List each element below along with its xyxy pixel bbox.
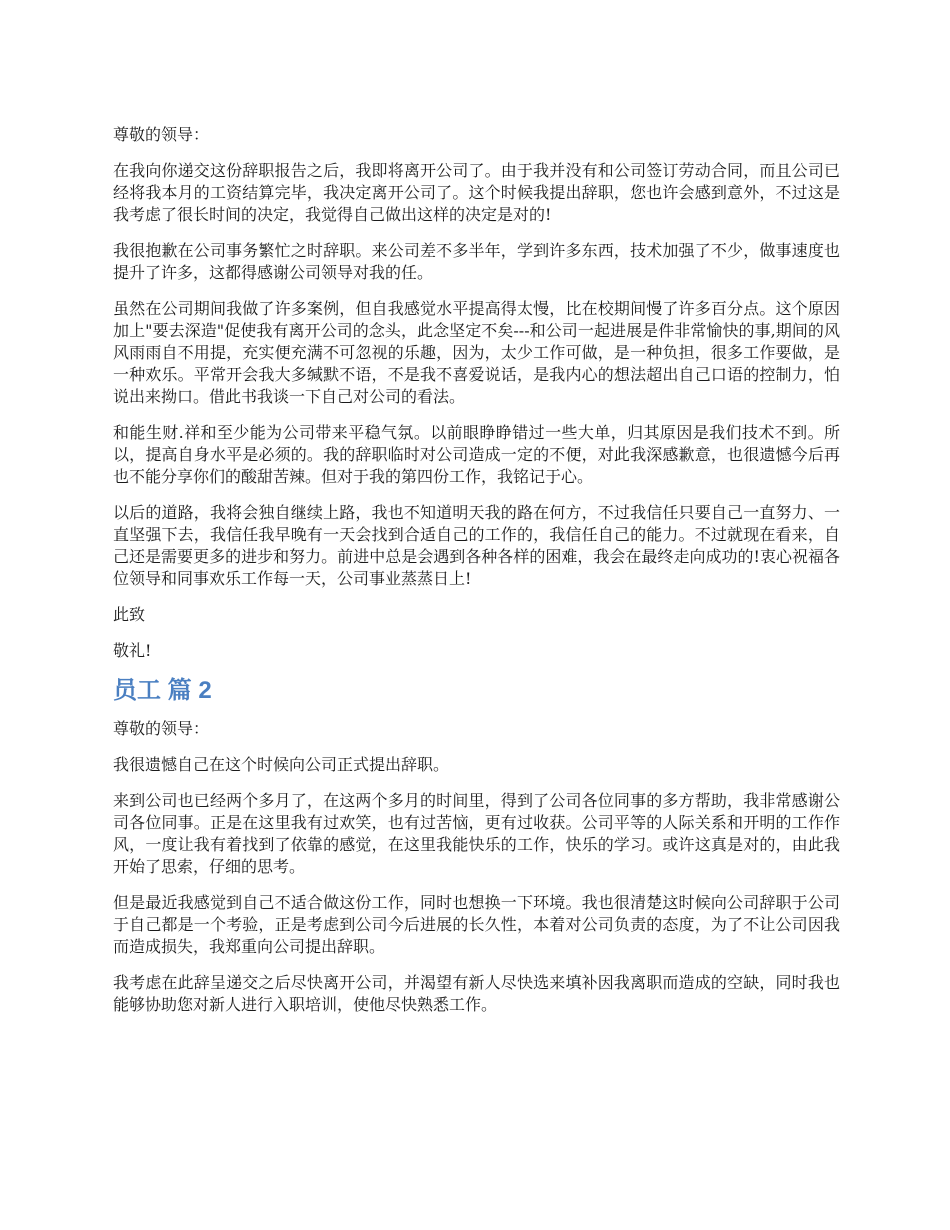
closing-line: 敬礼! bbox=[113, 641, 152, 660]
section-heading: 员工 篇 2 bbox=[113, 677, 212, 704]
body-paragraph: 虽然在公司期间我做了许多案例，但自我感觉水平提高得太慢，比在校期间慢了许多百分点。这个原因加上"要去深造"促使我有离开公司的念头，此念坚定不矣---和公司一起进展是件非常愉快的事,期间的风风雨雨自不用提，充实便充满不可忽视的乐趣，因为，太少工作可做，是一种负担，很多工作要做，是一种欢乐。平常开会我大多缄默不语，不是我不喜爱说话，是我内心的想法超出自己口语的控制力，怕说出来拗口。借此书我谈一下自己对公司的看法。 bbox=[113, 299, 840, 406]
salutation: 尊敬的领导： bbox=[113, 719, 210, 738]
closing-line: 此致 bbox=[113, 605, 146, 624]
body-paragraph: 和能生财.祥和至少能为公司带来平稳气氛。以前眼睁睁错过一些大单，归其原因是我们技术不到。所以，提高自身水平是必须的。我的辞职临时对公司造成一定的不便，对此我深感歉意，也很遗憾今后再也不能分享你们的酸甜苦辣。但对于我的第四份工作，我铭记于心。 bbox=[113, 423, 840, 486]
body-paragraph: 在我向你递交这份辞职报告之后，我即将离开公司了。由于我并没有和公司签订劳动合同，而且公司已经将我本月的工资结算完毕，我决定离开公司了。这个时候我提出辞职，您也许会感到意外，不过这是我考虑了很长时间的决定，我觉得自己做出这样的决定是对的! bbox=[113, 161, 840, 224]
body-paragraph: 但是最近我感觉到自己不适合做这份工作，同时也想换一下环境。我也很清楚这时候向公司辞职于公司于自己都是一个考验，正是考虑到公司今后进展的长久性，本着对公司负责的态度，为了不让公司因我而造成损失，我郑重向公司提出辞职。 bbox=[113, 893, 840, 956]
body-paragraph: 来到公司也已经两个多月了，在这两个多月的时间里，得到了公司各位同事的多方帮助，我非常感谢公司各位同事。正是在这里我有过欢笑，也有过苦恼，更有过收获。公司平等的人际关系和开明的工作作风，一度让我有着找到了依靠的感觉，在这里我能快乐的工作，快乐的学习。或许这真是对的，由此我开始了思索，仔细的思考。 bbox=[113, 791, 840, 876]
salutation: 尊敬的领导： bbox=[113, 125, 210, 144]
document-page bbox=[113, 124, 840, 1030]
body-paragraph: 我很抱歉在公司事务繁忙之时辞职。来公司差不多半年，学到许多东西，技术加强了不少，做事速度也提升了许多，这都得感谢公司领导对我的任。 bbox=[113, 241, 840, 282]
body-paragraph: 以后的道路，我将会独自继续上路，我也不知道明天我的路在何方，不过我信任只要自己一直努力、一直坚强下去，我信任我早晚有一天会找到合适自己的工作的，我信任自己的能力。不过就现在看来，自己还是需要更多的进步和努力。前进中总是会遇到各种各样的困难，我会在最终走向成功的!衷心祝福各位领导和同事欢乐工作每一天，公司事业蒸蒸日上! bbox=[113, 503, 840, 588]
body-paragraph: 我很遗憾自己在这个时候向公司正式提出辞职。 bbox=[113, 755, 450, 774]
body-paragraph: 我考虑在此辞呈递交之后尽快离开公司，并渴望有新人尽快选来填补因我离职而造成的空缺，同时我也能够协助您对新人进行入职培训，使他尽快熟悉工作。 bbox=[113, 973, 840, 1014]
